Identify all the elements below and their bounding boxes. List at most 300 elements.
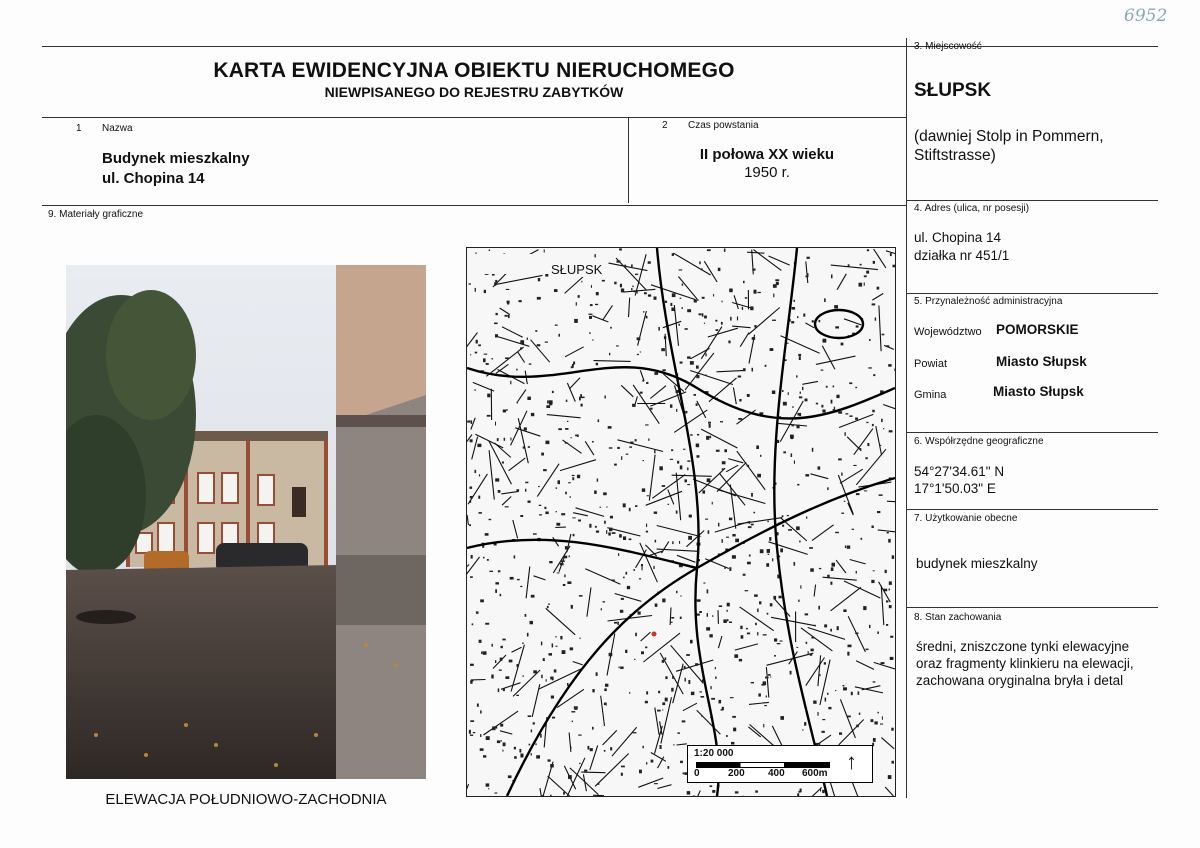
map-building-dot [732,716,736,718]
map-building-dot [741,635,744,639]
map-building-dot [653,566,654,569]
map-building-dot [662,369,665,371]
map-street-line [811,474,829,479]
map-building-dot [779,596,782,599]
sec4-label: 4. Adres (ulica, nr posesji) [914,203,1030,214]
map-building-dot [752,337,756,340]
map-street-line [836,560,846,573]
map-building-dot [720,421,723,422]
map-building-dot [623,577,625,579]
map-building-dot [609,353,610,356]
map-building-dot [873,681,876,682]
map-street-line [806,658,825,686]
map-building-dot [619,248,622,250]
map-building-dot [868,367,872,368]
map-building-dot [494,323,498,325]
map-building-dot [642,380,644,382]
map-building-dot [885,570,887,573]
map-building-dot [589,316,592,319]
map-building-dot [844,501,846,502]
map-building-dot [756,446,759,450]
map-building-dot [550,677,553,680]
map-building-dot [889,605,892,608]
map-building-dot [889,430,893,432]
map-building-dot [658,691,660,693]
map-street-line [879,582,891,602]
map-building-dot [555,325,558,326]
map-building-dot [495,660,496,663]
map-building-dot [564,556,568,559]
map-building-dot [668,504,670,505]
map-building-dot [472,623,474,625]
map-scale-ratio: 1:20 000 [694,748,734,759]
map-street-line [618,440,664,452]
map-building-dot [495,422,496,426]
map-building-dot [848,645,852,648]
map-building-dot [865,457,867,459]
map-building-dot [859,283,863,287]
map-building-dot [617,260,621,262]
map-building-dot [880,724,883,725]
map-building-dot [578,520,581,522]
map-building-dot [635,439,637,441]
sec1-number: 1 [76,123,82,134]
map-building-dot [670,303,672,306]
map-building-dot [760,549,764,553]
map-building-dot [503,688,505,691]
map-building-dot [727,619,729,621]
map-building-dot [875,318,876,321]
map-building-dot [538,278,540,281]
map-building-dot [514,555,516,558]
map-city-label: SŁUPSK [551,262,603,277]
map-building-dot [791,453,793,457]
map-building-dot [486,736,490,740]
address-plot: działka nr 451/1 [914,248,1010,263]
map-street-line [603,730,617,745]
map-building-dot [546,679,547,681]
map-building-dot [707,478,711,482]
map-building-dot [646,762,647,764]
map-building-dot [549,403,552,406]
map-building-dot [871,580,874,583]
map-building-dot [506,289,510,290]
map-street-line [592,316,608,322]
map-building-dot [864,283,865,286]
map-building-dot [484,354,488,355]
map-building-dot [697,434,699,436]
map-building-dot [492,358,493,360]
map-building-dot [497,438,499,441]
map-building-dot [541,795,544,796]
map-building-dot [729,289,733,293]
map-building-dot [475,352,478,354]
construction-period: II połowa XX wieku [699,146,835,163]
map-building-dot [609,528,612,532]
map-scale-tick-200: 200 [728,768,745,779]
map-building-dot [641,651,644,654]
map-building-dot [863,606,866,610]
map-building-dot [847,716,850,718]
map-building-dot [813,701,816,704]
map-building-dot [545,342,548,343]
map-building-dot [696,403,698,406]
map-building-dot [572,475,575,476]
map-building-dot [470,735,473,736]
map-building-dot [500,724,503,727]
map-street-line [563,440,582,453]
map-building-dot [861,538,863,540]
map-building-dot [718,268,721,271]
map-building-dot [843,609,846,612]
map-building-dot [866,422,868,423]
map-building-dot [660,745,662,749]
map-building-dot [703,583,705,584]
map-building-dot [716,329,719,331]
map-building-dot [770,603,773,606]
map-building-dot [612,532,616,534]
map-building-dot [751,524,754,526]
sec9-label: 9. Materiały graficzne [48,209,144,220]
map-building-dot [579,595,583,597]
map-building-dot [889,589,890,591]
map-building-dot [845,546,846,549]
map-street-line [546,608,576,635]
map-building-dot [685,328,688,330]
map-building-dot [479,474,480,476]
map-building-dot [835,532,839,533]
map-street-line [844,581,880,598]
map-building-dot [763,724,764,728]
map-building-dot [494,282,496,286]
map-building-dot [872,410,874,413]
map-street-line [585,569,620,584]
map-building-dot [712,502,713,505]
address-street: ul. Chopina 14 [914,230,1002,245]
map-building-dot [737,317,738,321]
map-street-line [509,458,526,471]
map-building-dot [495,589,497,593]
former-name-line2: Stiftstrasse) [914,147,996,164]
map-building-dot [716,450,720,452]
map-scale-tick-400: 400 [768,768,785,779]
map-building-dot [573,534,575,536]
map-building-dot [831,275,833,279]
map-building-dot [834,407,835,411]
map-building-dot [469,283,472,284]
map-building-dot [855,418,858,420]
map-building-dot [469,501,471,503]
map-building-dot [579,763,581,764]
map-building-dot [882,716,883,720]
map-building-dot [729,567,731,571]
map-building-dot [502,750,503,752]
map-building-dot [689,515,692,518]
map-building-dot [830,582,832,585]
map-building-dot [760,455,761,457]
map-building-dot [654,783,658,784]
map-building-dot [484,290,486,293]
map-building-dot [480,710,482,713]
map-building-dot [492,726,495,730]
map-building-dot [643,460,645,461]
map-building-dot [684,666,686,668]
map-building-dot [617,622,619,625]
map-street-line [749,702,769,704]
map-building-dot [780,716,784,720]
map-building-dot [825,698,827,702]
map-building-dot [621,598,624,600]
map-building-dot [483,358,486,362]
map-building-dot [639,770,642,774]
map-building-dot [517,664,519,667]
map-building-dot [531,730,532,733]
map-building-dot [603,492,607,495]
map-building-dot [539,514,542,515]
map-building-dot [690,434,693,435]
map-building-dot [834,305,838,308]
map-building-dot [803,314,805,317]
map-building-dot [707,589,709,593]
map-building-dot [730,317,732,321]
map-street-line [839,414,873,427]
map-building-dot [520,347,522,349]
map-building-dot [715,320,717,322]
map-building-dot [589,524,591,528]
map-building-dot [680,617,682,619]
map-building-dot [836,395,839,398]
map-street-line [718,636,722,648]
sec4-top-line [906,200,1158,201]
map-building-dot [838,411,842,414]
map-building-dot [645,701,648,704]
map-building-dot [540,734,542,738]
map-building-dot [782,525,784,527]
map-building-dot [796,647,798,648]
map-building-dot [867,443,869,446]
map-building-dot [722,301,723,303]
map-street-line [603,305,613,319]
map-building-dot [794,460,795,463]
county-value: Miasto Słupsk [996,354,1087,369]
map-building-dot [855,387,857,388]
map-building-dot [710,436,712,438]
map-building-dot [748,526,752,528]
map-building-dot [543,469,547,471]
map-building-dot [500,740,502,741]
map-building-dot [470,680,472,684]
map-building-dot [616,345,619,346]
map-street-line [747,252,764,253]
map-building-dot [777,643,781,644]
map-building-dot [510,438,511,441]
map-building-dot [528,715,532,717]
map-building-dot [827,487,828,490]
map-building-dot [523,446,525,448]
map-building-dot [508,775,512,778]
map-building-dot [529,744,531,746]
map-building-dot [866,649,869,651]
map-building-dot [483,651,487,655]
map-street-line [677,744,687,745]
map-building-dot [682,284,683,286]
map-building-dot [638,611,641,614]
map-building-dot [708,530,710,534]
map-building-dot [620,284,622,288]
map-building-dot [533,533,537,534]
map-building-dot [556,646,558,647]
map-building-dot [517,402,519,404]
map-building-dot [635,505,637,507]
map-building-dot [547,400,549,403]
map-building-dot [688,536,692,540]
map-building-dot [794,300,796,302]
map-building-dot [487,559,489,561]
map-building-dot [572,477,574,480]
map-building-dot [869,625,871,628]
map-building-dot [835,326,839,328]
map-street-line [737,451,765,490]
map-building-dot [505,506,509,507]
map-street-line [673,253,710,275]
map-building-dot [661,348,665,351]
map-building-dot [833,386,835,388]
map-building-dot [610,747,612,750]
map-building-dot [503,743,506,747]
map-building-dot [832,563,836,567]
map-street-line [534,576,546,580]
map-building-dot [752,269,755,271]
map-building-dot [841,343,844,346]
voivodeship-label: Województwo [914,326,982,338]
map-building-dot [841,513,844,514]
former-name-line1: (dawniej Stolp in Pommern, [914,128,1104,145]
map-building-dot [687,468,688,471]
map-building-dot [486,783,490,786]
map-building-dot [696,444,699,448]
map-building-dot [596,292,599,295]
map-building-dot [791,425,794,426]
map-building-dot [498,688,500,692]
map-street-line [646,491,682,505]
map-building-dot [648,294,651,296]
map-building-dot [821,370,824,371]
map-building-dot [614,622,617,624]
map-building-dot [626,572,628,575]
map-street-line [676,660,713,671]
map-building-dot [588,746,590,750]
map-building-dot [805,399,808,402]
sec8-label: 8. Stan zachowania [914,612,1002,623]
map-building-dot [623,536,626,540]
map-building-dot [495,478,499,481]
map-building-dot [597,479,598,482]
map-building-dot [672,541,673,544]
map-building-dot [772,320,776,321]
map-street-line [683,791,701,797]
map-building-dot [598,419,600,422]
map-building-dot [739,399,741,402]
map-building-dot [571,605,573,609]
map-building-dot [811,637,814,639]
map-building-dot [672,676,674,679]
map-street-line [585,441,594,455]
map-building-dot [881,662,885,664]
map-building-dot [680,595,681,596]
map-street-line [595,754,629,787]
map-building-dot [485,533,489,536]
map-building-dot [637,354,639,355]
location-map [466,247,896,797]
map-building-dot [774,638,777,641]
map-building-dot [621,456,622,460]
map-building-dot [729,622,732,624]
map-building-dot [672,293,676,297]
map-building-dot [580,394,582,397]
map-street-line [771,617,816,626]
map-building-dot [687,484,690,485]
map-building-dot [476,611,479,613]
map-building-dot [517,489,520,491]
map-street-line [683,703,697,711]
map-building-dot [606,507,607,508]
map-building-dot [596,531,599,533]
map-building-dot [480,599,484,602]
map-building-dot [604,521,606,524]
north-arrow-icon: ↑ [846,749,857,774]
map-building-dot [646,316,648,319]
object-address: ul. Chopina 14 [102,170,205,187]
map-street-line [814,585,816,597]
map-building-dot [629,692,630,694]
map-building-dot [831,567,834,571]
condition-line3: zachowana oryginalna bryła i detal [916,673,1124,688]
map-building-dot [572,364,574,368]
map-street-line [808,788,821,797]
map-building-dot [632,286,633,288]
map-building-dot [753,512,755,514]
map-building-dot [856,725,859,728]
map-building-dot [747,394,750,397]
map-building-dot [657,710,661,712]
map-building-dot [743,368,746,371]
map-street-line [822,346,835,370]
map-street-line [881,586,884,625]
map-building-dot [690,640,693,644]
map-building-dot [624,265,626,268]
map-building-dot [706,627,710,630]
map-building-dot [528,501,531,503]
map-building-dot [529,363,532,364]
map-building-dot [479,512,482,514]
map-building-dot [688,680,690,684]
map-building-dot [757,632,758,635]
map-building-dot [632,404,636,407]
map-building-dot [609,447,613,448]
map-building-dot [845,432,846,436]
map-building-dot [489,571,493,572]
map-street-line [883,405,895,410]
map-building-dot [520,586,522,587]
map-building-dot [574,319,578,323]
map-street-line [502,327,523,337]
map-building-dot [680,298,682,299]
condition-line1: średni, zniszczone tynki elewacyjne [916,639,1130,654]
map-building-dot [612,580,616,581]
map-building-dot [799,541,800,543]
map-building-dot [637,290,638,293]
map-building-dot [566,400,568,402]
